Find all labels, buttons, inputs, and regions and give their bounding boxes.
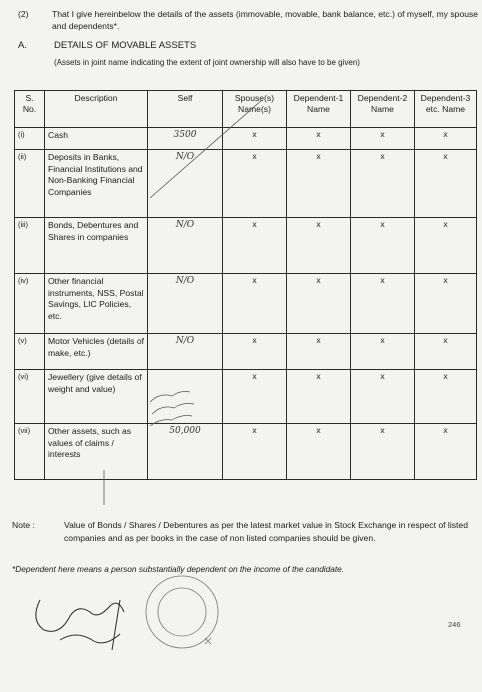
header-description: Description bbox=[45, 91, 148, 128]
intro-number: (2) bbox=[18, 9, 29, 19]
dependent-2-mark: x bbox=[351, 424, 415, 480]
self-value: 3500 bbox=[148, 128, 223, 150]
note-text: Value of Bonds / Shares / Debentures as per the latest market value in Stock Exchange in respect of listed companies and as per books in the case of non listed companies should be given. bbox=[64, 520, 468, 543]
header-dependent-3: Dependent-3 etc. Name bbox=[415, 91, 477, 128]
dependent-2-mark: x bbox=[351, 274, 415, 334]
row-number: (i) bbox=[15, 128, 45, 150]
note-label: Note : bbox=[12, 520, 35, 530]
diagonal-strike-line bbox=[150, 100, 262, 198]
section-title: DETAILS OF MOVABLE ASSETS bbox=[54, 40, 197, 51]
self-value: N/O bbox=[148, 334, 223, 370]
spouse-mark: x bbox=[223, 274, 287, 334]
self-value: N/O bbox=[148, 150, 223, 218]
spouse-mark: x bbox=[223, 334, 287, 370]
footnote: *Dependent here means a person substantially dependent on the income of the candidate. bbox=[12, 564, 345, 574]
spouse-mark: x bbox=[223, 218, 287, 274]
row-number: (ii) bbox=[15, 150, 45, 218]
dependent-3-mark: x bbox=[415, 218, 477, 274]
spouse-mark: x bbox=[223, 128, 287, 150]
row-number: (v) bbox=[15, 334, 45, 370]
official-stamp bbox=[146, 576, 218, 648]
dependent-1-mark: x bbox=[287, 424, 351, 480]
row-description: Cash bbox=[45, 128, 148, 150]
row-description: Other assets, such as values of claims / interests bbox=[45, 424, 148, 480]
dependent-1-mark: x bbox=[287, 218, 351, 274]
self-value: N/O bbox=[148, 218, 223, 274]
spouse-mark: x bbox=[223, 370, 287, 424]
header-dependent-1: Dependent-1 Name bbox=[287, 91, 351, 128]
dependent-3-mark: x bbox=[415, 150, 477, 218]
row-number: (iv) bbox=[15, 274, 45, 334]
row-description: Bonds, Debentures and Shares in companies bbox=[45, 218, 148, 274]
intro-text: That I give hereinbelow the details of the assets (immovable, movable, bank balance, etc.) of myself, my spouse and dependents*. bbox=[52, 9, 479, 31]
dependent-1-mark: x bbox=[287, 128, 351, 150]
jewellery-handwriting bbox=[150, 392, 194, 427]
dependent-1-mark: x bbox=[287, 334, 351, 370]
dependent-1-mark: x bbox=[287, 274, 351, 334]
dependent-1-mark: x bbox=[287, 150, 351, 218]
row-description: Deposits in Banks, Financial Institutions and Non-Banking Financial Companies bbox=[45, 150, 148, 218]
dependent-1-mark: x bbox=[287, 370, 351, 424]
section-subnote: (Assets in joint name indicating the extent of joint ownership will also have to be given) bbox=[54, 58, 360, 67]
header-self: Self bbox=[148, 91, 223, 128]
dependent-2-mark: x bbox=[351, 334, 415, 370]
dependent-2-mark: x bbox=[351, 128, 415, 150]
dependent-2-mark: x bbox=[351, 218, 415, 274]
header-dependent-2: Dependent-2 Name bbox=[351, 91, 415, 128]
signature bbox=[36, 600, 124, 650]
spouse-mark: x bbox=[223, 424, 287, 480]
row-description: Jewellery (give details of weight and value) bbox=[45, 370, 148, 424]
self-value: 50,000 bbox=[148, 424, 223, 480]
section-letter: A. bbox=[18, 40, 27, 51]
dependent-3-mark: x bbox=[415, 370, 477, 424]
row-number: (vi) bbox=[15, 370, 45, 424]
self-value: N/O bbox=[148, 274, 223, 334]
row-number: (vii) bbox=[15, 424, 45, 480]
spouse-mark: x bbox=[223, 150, 287, 218]
header-sno: S. No. bbox=[15, 91, 45, 128]
dependent-3-mark: x bbox=[415, 424, 477, 480]
header-spouse: Spouse(s) Name(s) bbox=[223, 91, 287, 128]
dependent-2-mark: x bbox=[351, 370, 415, 424]
row-description: Other financial instruments, NSS, Postal Savings, LIC Policies, etc. bbox=[45, 274, 148, 334]
page-number: 246 bbox=[448, 620, 461, 629]
dependent-3-mark: x bbox=[415, 274, 477, 334]
dependent-3-mark: x bbox=[415, 128, 477, 150]
dependent-3-mark: x bbox=[415, 334, 477, 370]
dependent-2-mark: x bbox=[351, 150, 415, 218]
row-description: Motor Vehicles (details of make, etc.) bbox=[45, 334, 148, 370]
row-number: (iii) bbox=[15, 218, 45, 274]
